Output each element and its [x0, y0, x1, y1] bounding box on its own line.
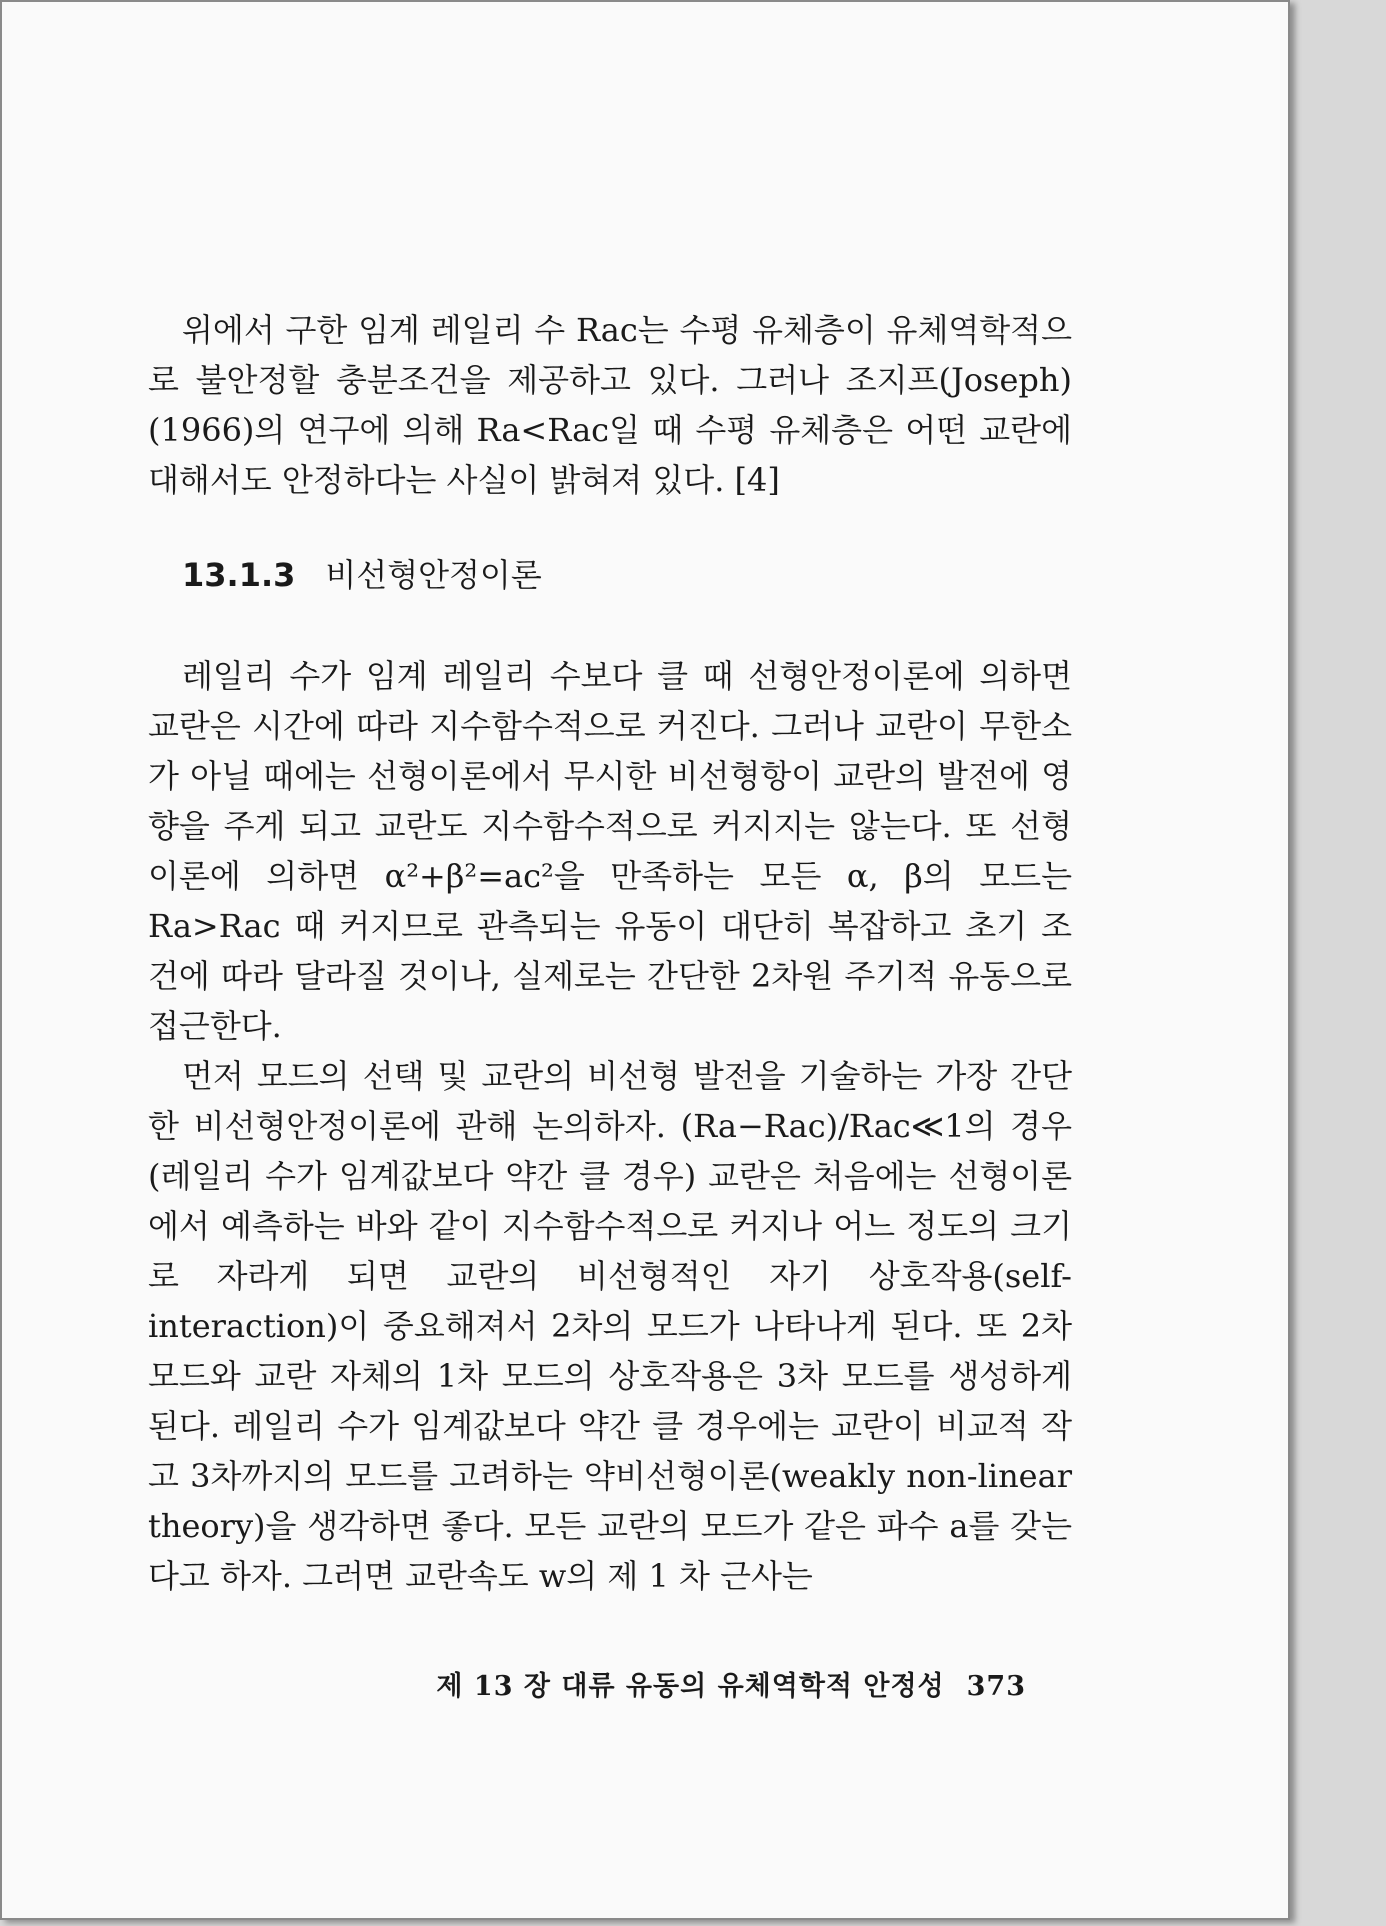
section-heading: [182, 550, 542, 596]
paragraph-mode-selection: 먼저 모드의 선택 및 교란의 비선형 발전을 기술하는 가장 간단한 비선형안정이론에 관해 논의하자. (Ra−Raᴄ)/Raᴄ≪1의 경우(레일리 수가 임계값보다 약간 클 경우) 교란은 처음에는 선형이론에서 예측하는 바와 같이 지수함수적으로 커지나 어느 정도의 크기로 자라게 되면 교란의 비선형적인 자기 상호작용(self-interaction)이 중요해져서 2차의 모드가 나타나게 된다. 또 2차 모드와 교란 자체의 1차 모드의 상호작용은 3차 모드를 생성하게 된다. 레일리 수가 임계값보다 약간 클 경우에는 교란이 비교적 작고 3차까지의 모드를 고려하는 약비선형이론(weakly non-linear theory)을 생각하면 좋다. 모든 교란의 모드가 같은 파수 a를 갖는다고 하자. 그러면 교란속도 w의 제 1 차 근사는: [148, 1057, 1072, 1595]
page-footer: [436, 1664, 1026, 1703]
page-number: 373: [966, 1671, 1026, 1702]
paragraph-joseph-stability: 위에서 구한 임계 레일리 수 Raᴄ는 수평 유체층이 유체역학적으로 불안정할 충분조건을 제공하고 있다. 그러나 조지프(Joseph) (1966)의 연구에 의해 Ra<Raᴄ일 때 수평 유체층은 어떤 교란에 대해서도 안정하다는 사실이 밝혀져 있다. [4]: [148, 311, 1072, 499]
section-title: 비선형안정이론: [325, 556, 542, 594]
paragraph-nonlinear-growth: 레일리 수가 임계 레일리 수보다 클 때 선형안정이론에 의하면 교란은 시간에 따라 지수함수적으로 커진다. 그러나 교란이 무한소가 아닐 때에는 선형이론에서 무시한 비선형항이 교란의 발전에 영향을 주게 되고 교란도 지수함수적으로 커지지는 않는다. 또 선형이론에 의하면 α²+β²=aᴄ²을 만족하는 모든 α, β의 모드는 Ra>Raᴄ 때 커지므로 관측되는 유동이 대단히 복잡하고 초기 조건에 따라 달라질 것이나, 실제로는 간단한 2차원 주기적 유동으로 접근한다.: [148, 657, 1072, 1045]
intro-paragraph-block: [148, 305, 1072, 505]
chapter-running-title: 제 13 장 대류 유동의 유체역학적 안정성: [436, 1671, 945, 1702]
body-paragraph-block: [148, 651, 1072, 1601]
section-number: 13.1.3: [182, 556, 296, 594]
